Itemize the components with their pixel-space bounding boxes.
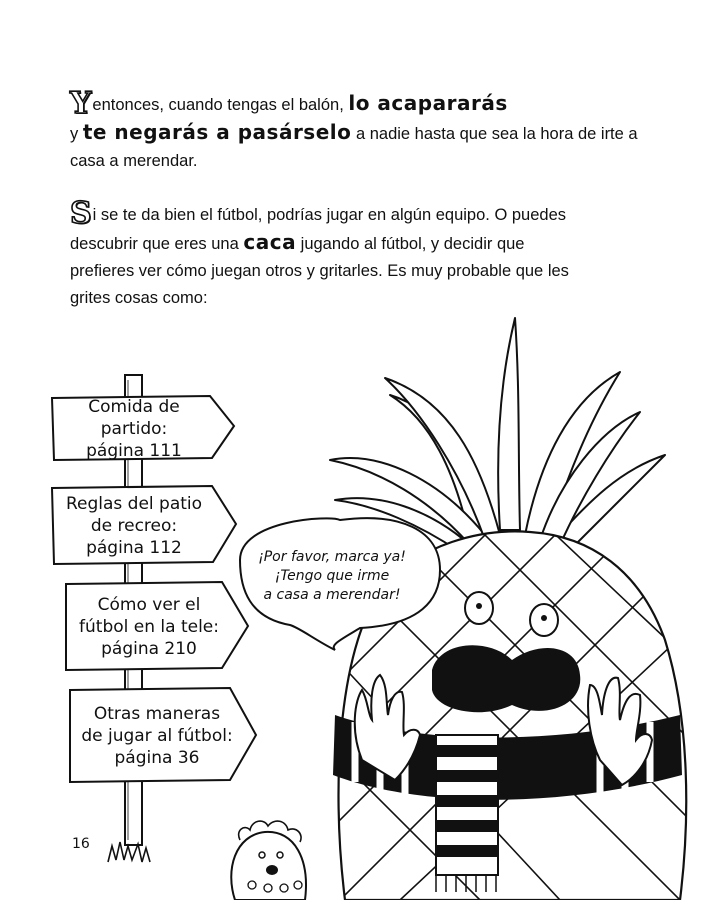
speech-line-2: ¡Tengo que irme xyxy=(274,568,390,584)
sign-2-line-2: de recreo: xyxy=(90,516,178,536)
sign-3 xyxy=(66,586,232,668)
speech-bubble-text xyxy=(237,548,427,605)
sign-4-line-1: Otras maneras xyxy=(93,704,221,724)
sign-4-line-2: de jugar al fútbol: xyxy=(81,726,233,746)
paragraph-1 xyxy=(70,86,670,175)
dropcap-y: Y xyxy=(70,86,92,121)
dropcap-s: S xyxy=(70,196,92,231)
paragraph-2 xyxy=(70,196,570,312)
sign-4-line-3: página 36 xyxy=(114,748,200,768)
paragraph-2-emphasis-1: caca xyxy=(243,230,297,254)
paragraph-1-emphasis-2: te negarás a pasárselo xyxy=(82,120,352,144)
paragraph-2-text-1: i se te da bien el fútbol, podrías jugar en algún equipo. O puedes descubrir que eres una xyxy=(70,206,567,253)
sign-1-line-2: página 111 xyxy=(86,441,182,461)
sign-2-line-1: Reglas del patio xyxy=(65,494,203,514)
paragraph-2-text-2: jugando al fútbol, y decidir que prefieres ver cómo juegan otros y gritarles. Es muy probable que les grites cosas como: xyxy=(70,235,569,307)
paragraph-1-text-2: y xyxy=(70,125,83,143)
small-creature-icon xyxy=(231,821,306,900)
pineapple-mouth xyxy=(432,645,580,712)
sign-4 xyxy=(70,692,244,780)
speech-line-1: ¡Por favor, marca ya! xyxy=(258,549,406,565)
paragraph-1-emphasis-1: lo acapararás xyxy=(348,91,508,115)
sign-2-line-3: página 112 xyxy=(86,538,182,558)
sign-3-line-2: fútbol en la tele: xyxy=(79,617,219,637)
sign-1 xyxy=(54,397,214,461)
sign-1-line-1: Comida de partido: xyxy=(88,397,180,439)
sign-3-line-3: página 210 xyxy=(101,639,197,659)
speech-line-3: a casa a merendar! xyxy=(263,587,401,603)
paragraph-1-text-1: entonces, cuando tengas el balón, xyxy=(92,96,349,114)
page-number: 16 xyxy=(72,836,90,852)
paragraph-1-text-3: a nadie hasta que sea la hora de irte a casa a merendar. xyxy=(70,125,638,170)
sign-2 xyxy=(54,489,214,563)
sign-3-line-1: Cómo ver el xyxy=(97,595,201,615)
